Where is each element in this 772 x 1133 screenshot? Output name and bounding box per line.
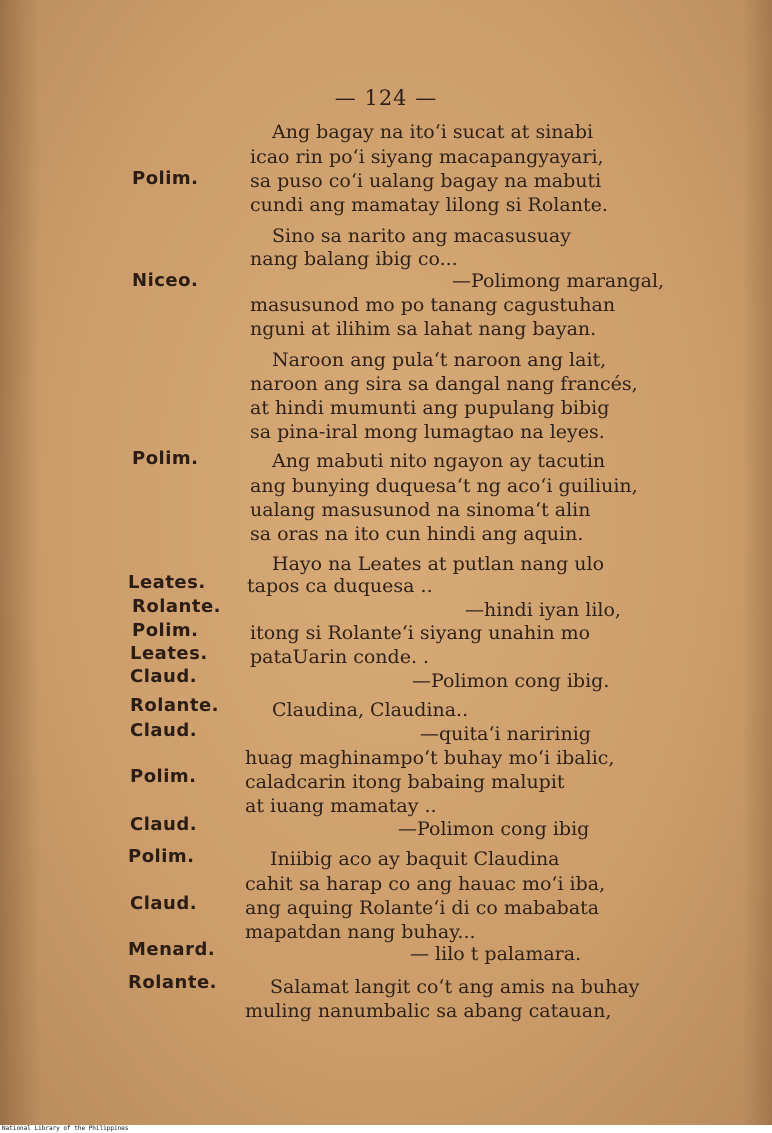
verse-line: huag maghinampo‘t buhay mo‘i ibalic,: [245, 747, 615, 769]
verse-line: masusunod mo po tanang cagustuhan: [250, 294, 616, 316]
verse-line: ualang masusunod na sinoma‘t alin: [250, 499, 591, 521]
verse-line: Claudina, Claudina..: [272, 699, 469, 721]
verse-line: naroon ang sira sa dangal nang francés,: [250, 373, 638, 395]
verse-line: sa pina-iral mong lumagtao na leyes.: [250, 421, 605, 443]
verse-line: — lilo t palamara.: [410, 943, 582, 965]
verse-line: at hindi mumunti ang pupulang bibig: [250, 397, 610, 419]
verse-line: —quita‘i naririnig: [420, 723, 591, 745]
verse-line: icao rin po‘i siyang macapangyayari,: [250, 146, 604, 168]
verse-line: itong si Rolante‘i siyang unahin mo: [250, 622, 591, 644]
verse-line: Salamat langit co‘t ang amis na buhay: [270, 976, 640, 998]
verse-line: ang aquing Rolante‘i di co mababata: [245, 897, 600, 919]
verse-line: tapos ca duquesa ..: [247, 575, 433, 597]
verse-line: Hayo na Leates at putlan nang ulo: [272, 553, 605, 575]
verse-line: cundi ang mamatay lilong si Rolante.: [250, 194, 608, 216]
verse-line: Ang mabuti nito ngayon ay tacutin: [272, 450, 606, 472]
speaker-label: Claud.: [130, 814, 198, 835]
speaker-label: Menard.: [128, 939, 216, 960]
verse-line: ang bunying duquesa‘t ng aco‘i guiliuin,: [250, 475, 638, 497]
verse-line: at iuang mamatay ..: [245, 795, 437, 817]
verse-line: —Polimon cong ibig.: [412, 670, 610, 692]
speaker-label: Claud.: [130, 666, 198, 687]
page-shadow-right: [742, 0, 772, 1125]
speaker-label: Claud.: [130, 893, 198, 914]
verse-line: —hindi iyan lilo,: [465, 599, 621, 621]
speaker-label: Polim.: [130, 766, 197, 787]
speaker-label: Polim.: [132, 448, 199, 469]
verse-line: nang balang ibig co...: [250, 248, 458, 270]
library-credit: National Library of the Philippines: [2, 1125, 772, 1133]
verse-line: mapatdan nang buhay...: [245, 921, 476, 943]
verse-line: pataUarin conde. .: [250, 646, 430, 668]
verse-line: muling nanumbalic sa abang catauan,: [245, 1000, 612, 1022]
page-number: — 124 —: [334, 86, 438, 110]
verse-line: —Polimon cong ibig: [398, 818, 590, 840]
speaker-label: Leates.: [128, 572, 206, 593]
speaker-label: Niceo.: [132, 270, 199, 291]
verse-line: Naroon ang pula‘t naroon ang lait,: [272, 349, 607, 371]
speaker-label: Polim.: [132, 168, 199, 189]
verse-line: nguni at ilihim sa lahat nang bayan.: [250, 318, 597, 340]
verse-line: —Polimong marangal,: [452, 270, 665, 292]
verse-line: cahit sa harap co ang hauac mo‘i iba,: [245, 873, 606, 895]
verse-line: Sino sa narito ang macasusuay: [272, 225, 571, 247]
speaker-label: Claud.: [130, 720, 198, 741]
page-shadow-left: [0, 0, 40, 1125]
verse-line: sa puso co‘i ualang bagay na mabuti: [250, 170, 602, 192]
verse-line: Iniibig aco ay baquit Claudina: [270, 848, 560, 870]
speaker-label: Polim.: [128, 846, 195, 867]
speaker-label: Rolante.: [130, 695, 220, 716]
speaker-label: Rolante.: [132, 596, 222, 617]
verse-line: sa oras na ito cun hindi ang aquin.: [250, 523, 584, 545]
verse-line: Ang bagay na ito‘i sucat at sinabi: [272, 121, 594, 143]
speaker-label: Leates.: [130, 643, 208, 664]
speaker-label: Polim.: [132, 620, 199, 641]
speaker-label: Rolante.: [128, 972, 218, 993]
verse-line: caladcarin itong babaing malupit: [245, 771, 565, 793]
